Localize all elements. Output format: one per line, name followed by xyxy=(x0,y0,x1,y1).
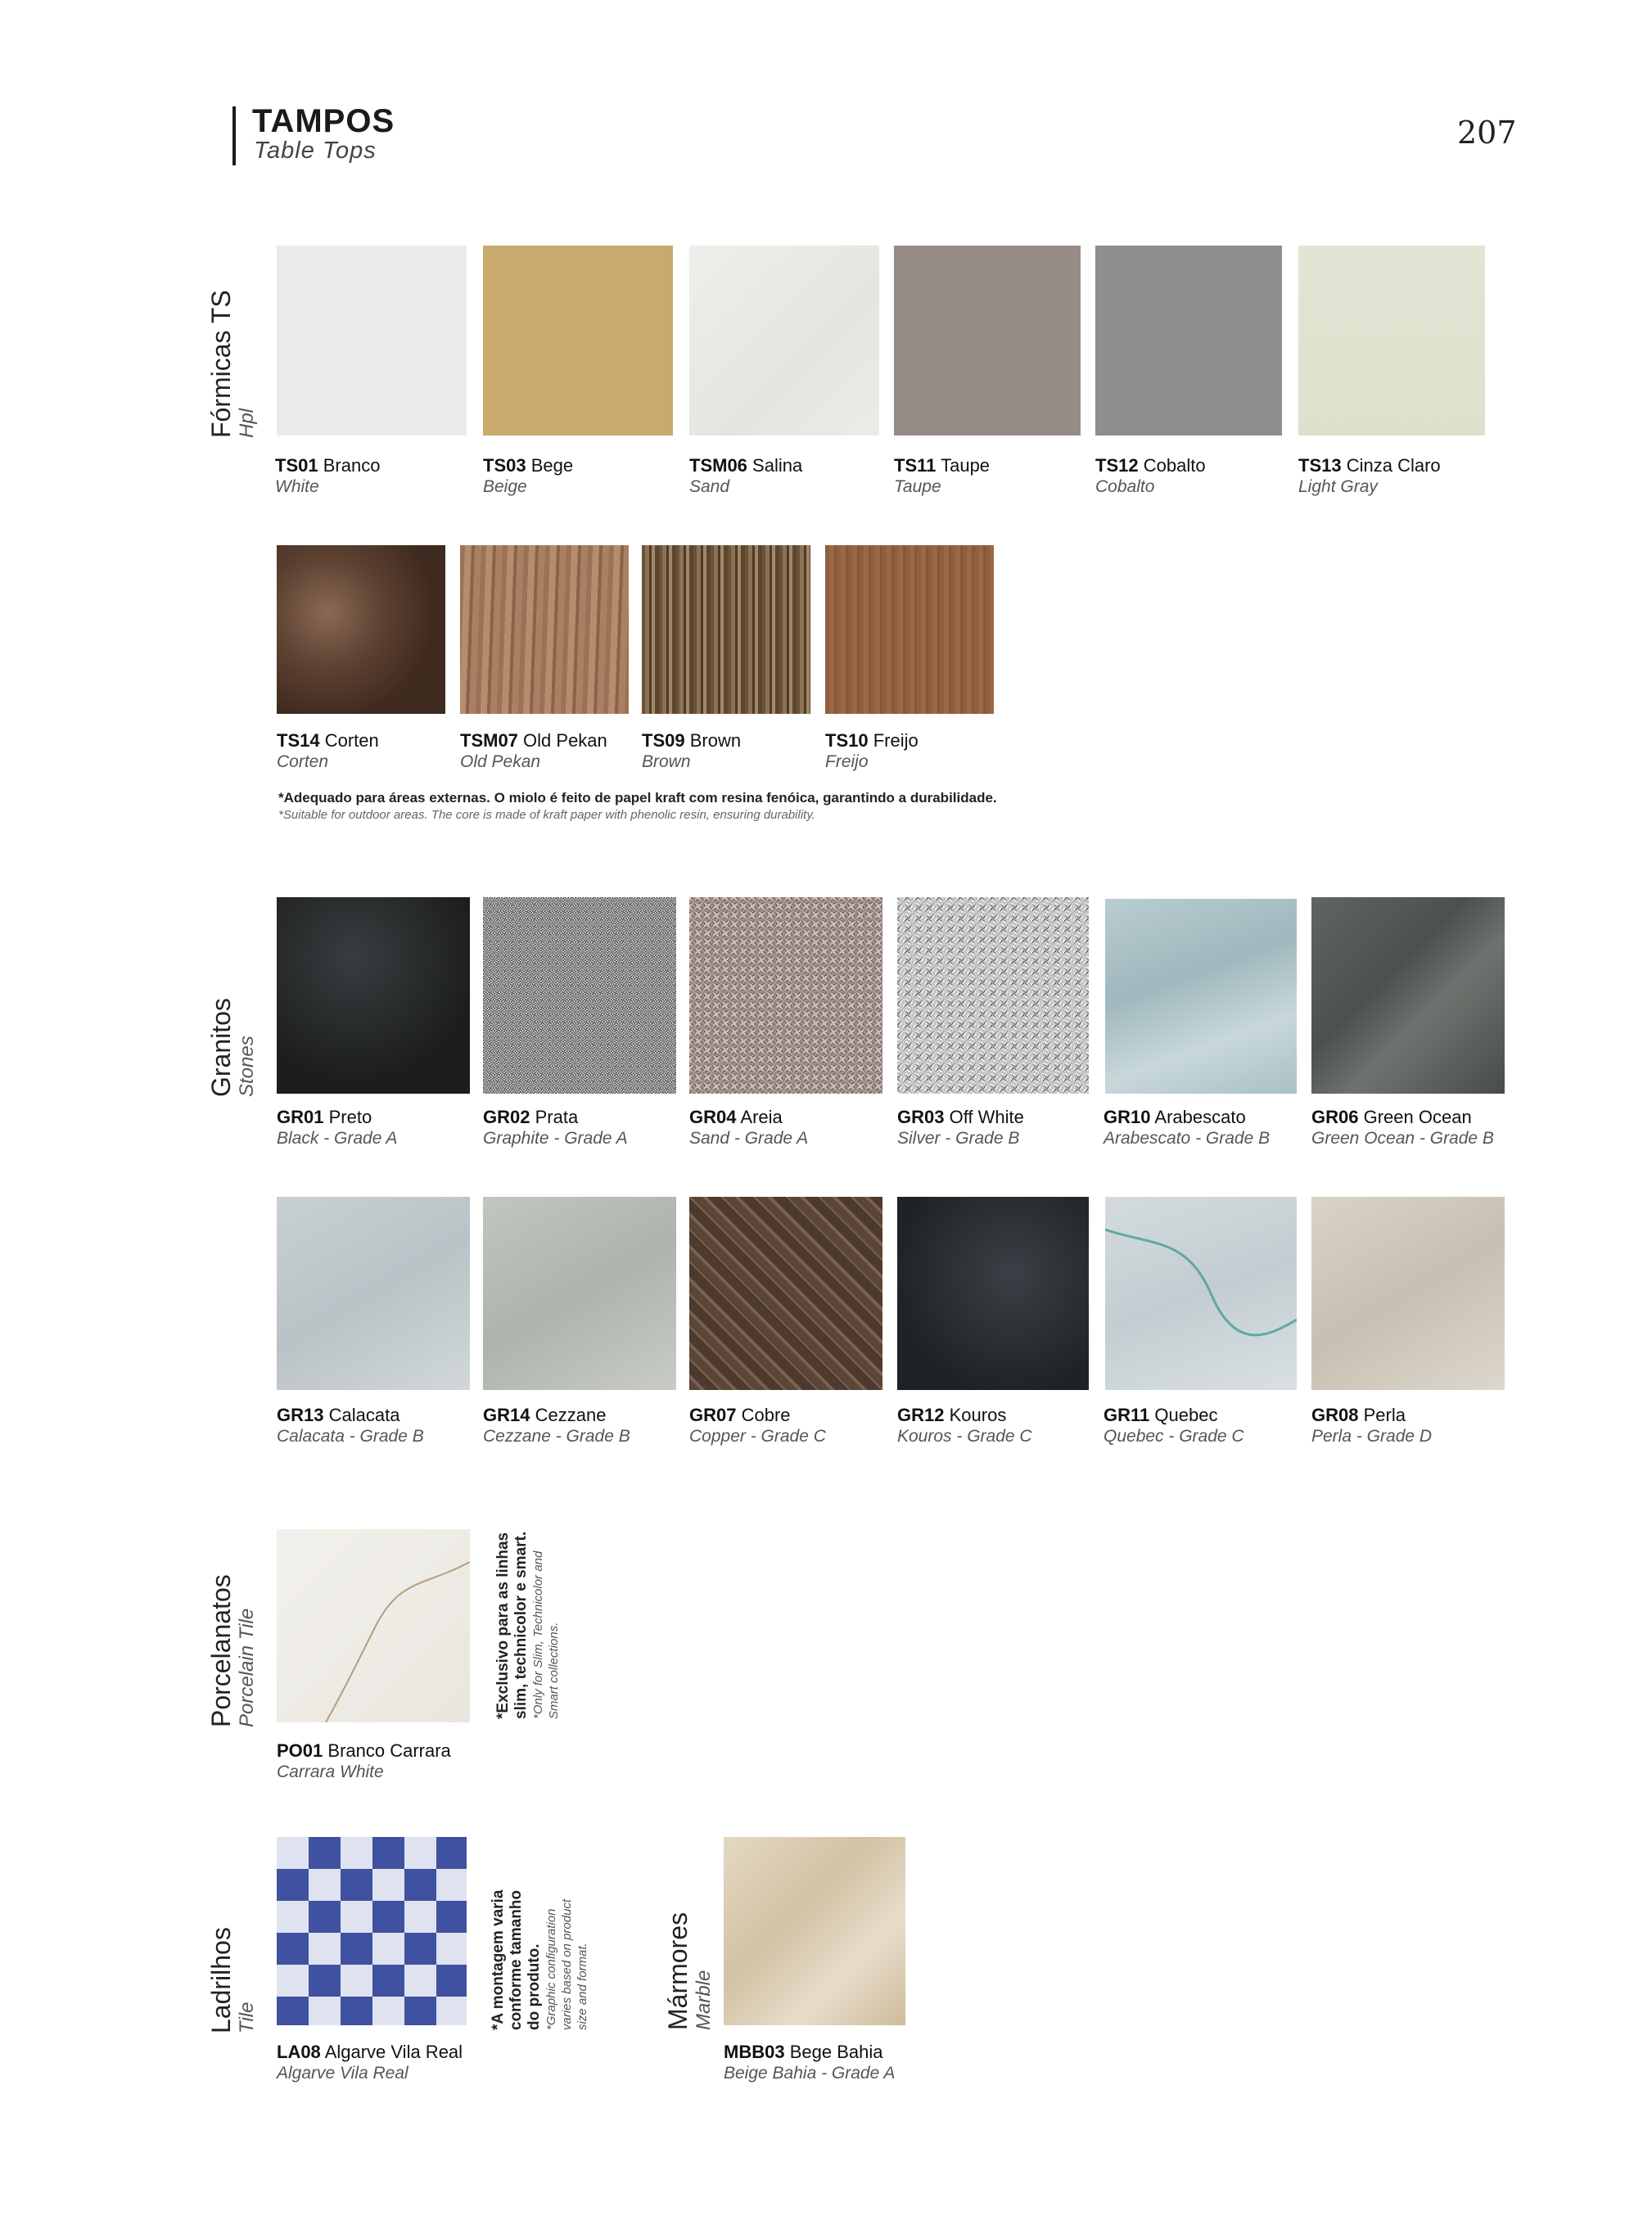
section-subtitle: Hpl xyxy=(236,408,258,438)
swatch-gr02[interactable] xyxy=(483,897,676,1094)
swatch-ts11[interactable] xyxy=(894,246,1081,436)
swatch-gr07[interactable] xyxy=(689,1197,882,1390)
caption-gr13: GR13 Calacata Calacata - Grade B xyxy=(277,1405,424,1446)
caption-gr07: GR07 Cobre Copper - Grade C xyxy=(689,1405,826,1446)
swatch-gr08[interactable] xyxy=(1311,1197,1505,1390)
section-subtitle: Marble xyxy=(693,1970,715,2030)
caption-la08: LA08 Algarve Vila Real Algarve Vila Real xyxy=(277,2042,463,2083)
section-title: Ladrilhos xyxy=(206,1927,236,2033)
swatch-gr14[interactable] xyxy=(483,1197,676,1390)
caption-gr06: GR06 Green Ocean Green Ocean - Grade B xyxy=(1311,1107,1494,1148)
section-label-marmores xyxy=(663,1912,715,2030)
swatch-gr13[interactable] xyxy=(277,1197,470,1390)
caption-mbb03: MBB03 Bege Bahia Beige Bahia - Grade A xyxy=(724,2042,896,2083)
swatch-gr10[interactable] xyxy=(1105,899,1297,1094)
caption-gr03: GR03 Off White Silver - Grade B xyxy=(897,1107,1024,1148)
swatch-mbb03[interactable] xyxy=(724,1837,905,2025)
swatch-ts12[interactable] xyxy=(1095,246,1282,436)
caption-ts12: TS12 Cobalto Cobalto xyxy=(1095,455,1206,496)
swatch-gr11[interactable] xyxy=(1105,1197,1297,1390)
swatch-ts13[interactable] xyxy=(1298,246,1485,436)
caption-gr01: GR01 Preto Black - Grade A xyxy=(277,1107,398,1148)
caption-gr12: GR12 Kouros Kouros - Grade C xyxy=(897,1405,1032,1446)
section-label-granitos xyxy=(206,998,259,1097)
swatch-gr04[interactable] xyxy=(689,897,882,1094)
vein-decoration xyxy=(1105,1197,1297,1390)
caption-gr14: GR14 Cezzane Cezzane - Grade B xyxy=(483,1405,630,1446)
swatch-po01[interactable] xyxy=(277,1529,470,1722)
section-title: Fórmicas TS xyxy=(206,290,236,438)
caption-tsm07: TSM07 Old Pekan Old Pekan xyxy=(460,730,607,771)
caption-gr11: GR11 Quebec Quebec - Grade C xyxy=(1104,1405,1244,1446)
section-title: Granitos xyxy=(206,998,236,1097)
caption-gr10: GR10 Arabescato Arabescato - Grade B xyxy=(1104,1107,1271,1148)
caption-ts13: TS13 Cinza Claro Light Gray xyxy=(1298,455,1441,496)
swatch-gr03[interactable] xyxy=(897,897,1089,1094)
swatch-tsm06[interactable] xyxy=(689,246,879,436)
page-title: TAMPOS xyxy=(252,103,395,139)
caption-ts03: TS03 Bege Beige xyxy=(483,455,574,496)
caption-ts09: TS09 Brown Brown xyxy=(642,730,742,771)
section-label-ladrilhos xyxy=(206,1927,259,2033)
swatch-gr01[interactable] xyxy=(277,897,470,1094)
swatch-gr06[interactable] xyxy=(1311,897,1505,1094)
swatch-ts09[interactable] xyxy=(642,545,810,714)
section-title: Porcelanatos xyxy=(206,1574,236,1727)
caption-gr04: GR04 Areia Sand - Grade A xyxy=(689,1107,809,1148)
page-number: 207 xyxy=(1457,115,1517,151)
vein-decoration xyxy=(277,1529,470,1722)
caption-po01: PO01 Branco Carrara Carrara White xyxy=(277,1740,451,1781)
section-title: Mármores xyxy=(663,1911,693,2030)
caption-ts11: TS11 Taupe Taupe xyxy=(894,455,991,496)
swatch-la08[interactable] xyxy=(277,1837,467,2025)
porcelanatos-note: *Exclusivo para as linhas slim, technicolor e smart. *Only for Slim, Technicolor and Smart collections. xyxy=(494,1531,561,1719)
section-subtitle: Stones xyxy=(236,1036,258,1097)
swatch-ts10[interactable] xyxy=(825,545,994,714)
caption-ts14: TS14 Corten Corten xyxy=(277,730,379,771)
swatch-tsm07[interactable] xyxy=(460,545,629,714)
caption-ts10: TS10 Freijo Freijo xyxy=(825,730,919,771)
swatch-ts03[interactable] xyxy=(483,246,673,436)
section-label-formicas xyxy=(206,290,259,438)
formicas-note: *Adequado para áreas externas. O miolo é feito de papel kraft com resina fenóica, garantindo a durabilidade. *Suitable for outdoor areas. The core is made of kraft paper with phenolic resin, ensuring durability. xyxy=(278,790,997,822)
caption-tsm06: TSM06 Salina Sand xyxy=(689,455,803,496)
ladrilhos-note: *A montagem varia conforme tamanho do produto. *Graphic configuration varies based on product size and format. xyxy=(490,1889,589,2030)
caption-ts01: TS01 Branco White xyxy=(275,455,381,496)
swatch-ts14[interactable] xyxy=(277,545,445,714)
section-subtitle: Tile xyxy=(236,2002,258,2033)
caption-gr08: GR08 Perla Perla - Grade D xyxy=(1311,1405,1433,1446)
page-subtitle: Table Tops xyxy=(254,138,377,164)
caption-gr02: GR02 Prata Graphite - Grade A xyxy=(483,1107,628,1148)
swatch-ts01[interactable] xyxy=(277,246,467,436)
section-label-porcelanatos xyxy=(206,1574,259,1727)
swatch-gr12[interactable] xyxy=(897,1197,1089,1390)
header-divider xyxy=(232,106,236,165)
section-subtitle: Porcelain Tile xyxy=(236,1608,258,1727)
